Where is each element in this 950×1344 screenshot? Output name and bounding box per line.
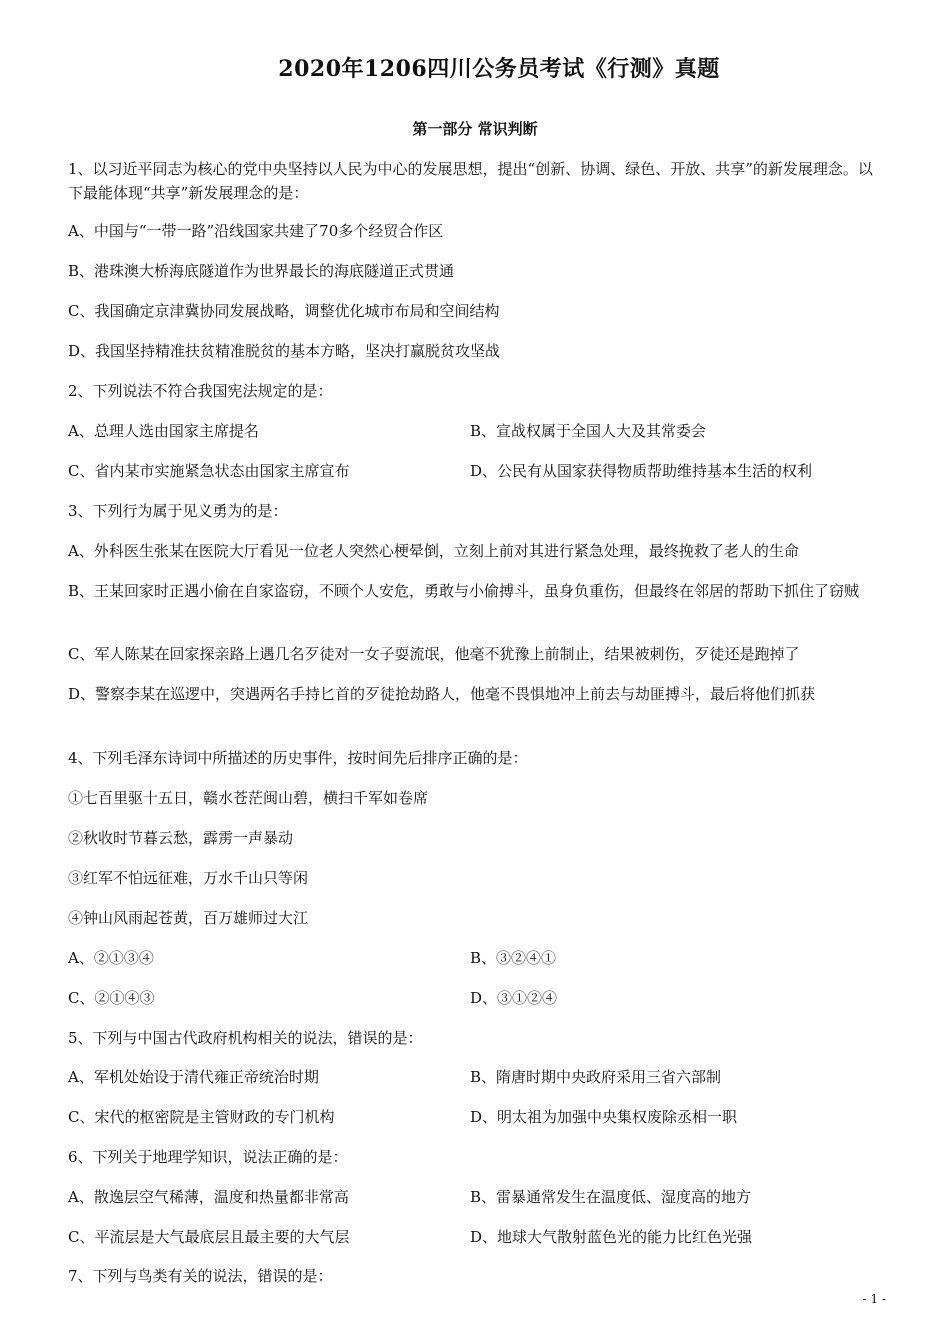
question-3-option-c: C、军人陈某在回家探亲路上遇几名歹徒对一女子耍流氓，他毫不犹豫上前制止，结果被刺伤，歹徒还是跑掉了	[68, 645, 800, 663]
question-3-stem: 3、下列行为属于见义勇为的是：	[68, 502, 288, 520]
question-3-option-d: D、警察李某在巡逻中，突遇两名手持匕首的歹徒抢劫路人，他毫不畏惧地冲上前去与劫匪搏斗，最后将他们抓获	[68, 685, 816, 703]
page-number: - 1 -	[862, 1292, 886, 1306]
question-2-option-b: B、宣战权属于全国人大及其常委会	[470, 422, 707, 440]
question-5-option-b: B、隋唐时期中央政府采用三省六部制	[470, 1068, 722, 1086]
question-6-option-a: A、散逸层空气稀薄，温度和热量都非常高	[68, 1188, 349, 1206]
question-1-option-b: B、港珠澳大桥海底隧道作为世界最长的海底隧道正式贯通	[68, 262, 455, 280]
section-heading: 第一部分 常识判断	[412, 120, 538, 138]
question-4-item-3: ③红军不怕远征难，万水千山只等闲	[68, 869, 309, 887]
question-1-option-c: C、我国确定京津冀协同发展战略，调整优化城市布局和空间结构	[68, 302, 500, 320]
question-3-option-a: A、外科医生张某在医院大厅看见一位老人突然心梗晕倒，立刻上前对其进行紧急处理，最终挽救了老人的生命	[68, 542, 799, 560]
question-1-option-a: A、中国与“一带一路”沿线国家共建了70多个经贸合作区	[68, 222, 444, 240]
question-4-option-d: D、③①②④	[470, 989, 558, 1007]
question-7-stem: 7、下列与鸟类有关的说法，错误的是：	[68, 1267, 333, 1285]
question-5-option-c: C、宋代的枢密院是主管财政的专门机构	[68, 1108, 335, 1126]
question-5-option-a: A、军机处始设于清代雍正帝统治时期	[68, 1068, 319, 1086]
question-4-option-b: B、③②④①	[470, 949, 557, 967]
question-1-option-d: D、我国坚持精准扶贫精准脱贫的基本方略，坚决打赢脱贫攻坚战	[68, 342, 501, 360]
question-5-option-d: D、明太祖为加强中央集权废除丞相一职	[470, 1108, 738, 1126]
question-3-option-b: B、王某回家时正遇小偷在自家盗窃，不顾个人安危，勇敢与小偷搏斗，虽身负重伤，但最终在邻居的帮助下抓住了窃贼	[68, 582, 860, 600]
question-4-item-1: ①七百里驱十五日，赣水苍茫闽山碧，横扫千军如卷席	[68, 789, 429, 807]
question-6-option-d: D、地球大气散射蓝色光的能力比红色光强	[470, 1228, 753, 1246]
question-4-item-4: ④钟山风雨起苍黄，百万雄师过大江	[68, 909, 309, 927]
question-6-option-b: B、雷暴通常发生在温度低、湿度高的地方	[470, 1188, 752, 1206]
question-4-option-c: C、②①④③	[68, 989, 155, 1007]
question-4-item-2: ②秋收时节暮云愁，霹雳一声暴动	[68, 829, 294, 847]
page-title: 2020年1206四川公务员考试《行测》真题	[278, 56, 720, 82]
question-4-option-a: A、②①③④	[68, 949, 154, 967]
question-5-stem: 5、下列与中国古代政府机构相关的说法，错误的是：	[68, 1029, 423, 1047]
question-6-option-c: C、平流层是大气最底层且最主要的大气层	[68, 1228, 350, 1246]
question-6-stem: 6、下列关于地理学知识，说法正确的是：	[68, 1148, 348, 1166]
question-1-stem: 1、以习近平同志为核心的党中央坚持以人民为中心的发展思想，提出“创新、协调、绿色、开放、共享”的新发展理念。以下最能体现“共享”新发展理念的是：	[68, 160, 873, 202]
question-2-option-d: D、公民有从国家获得物质帮助维持基本生活的权利	[470, 462, 813, 480]
question-4-stem: 4、下列毛泽东诗词中所描述的历史事件，按时间先后排序正确的是：	[68, 749, 528, 767]
question-2-stem: 2、下列说法不符合我国宪法规定的是：	[68, 382, 333, 400]
question-2-option-a: A、总理人选由国家主席提名	[68, 422, 259, 440]
question-2-option-c: C、省内某市实施紧急状态由国家主席宣布	[68, 462, 350, 480]
